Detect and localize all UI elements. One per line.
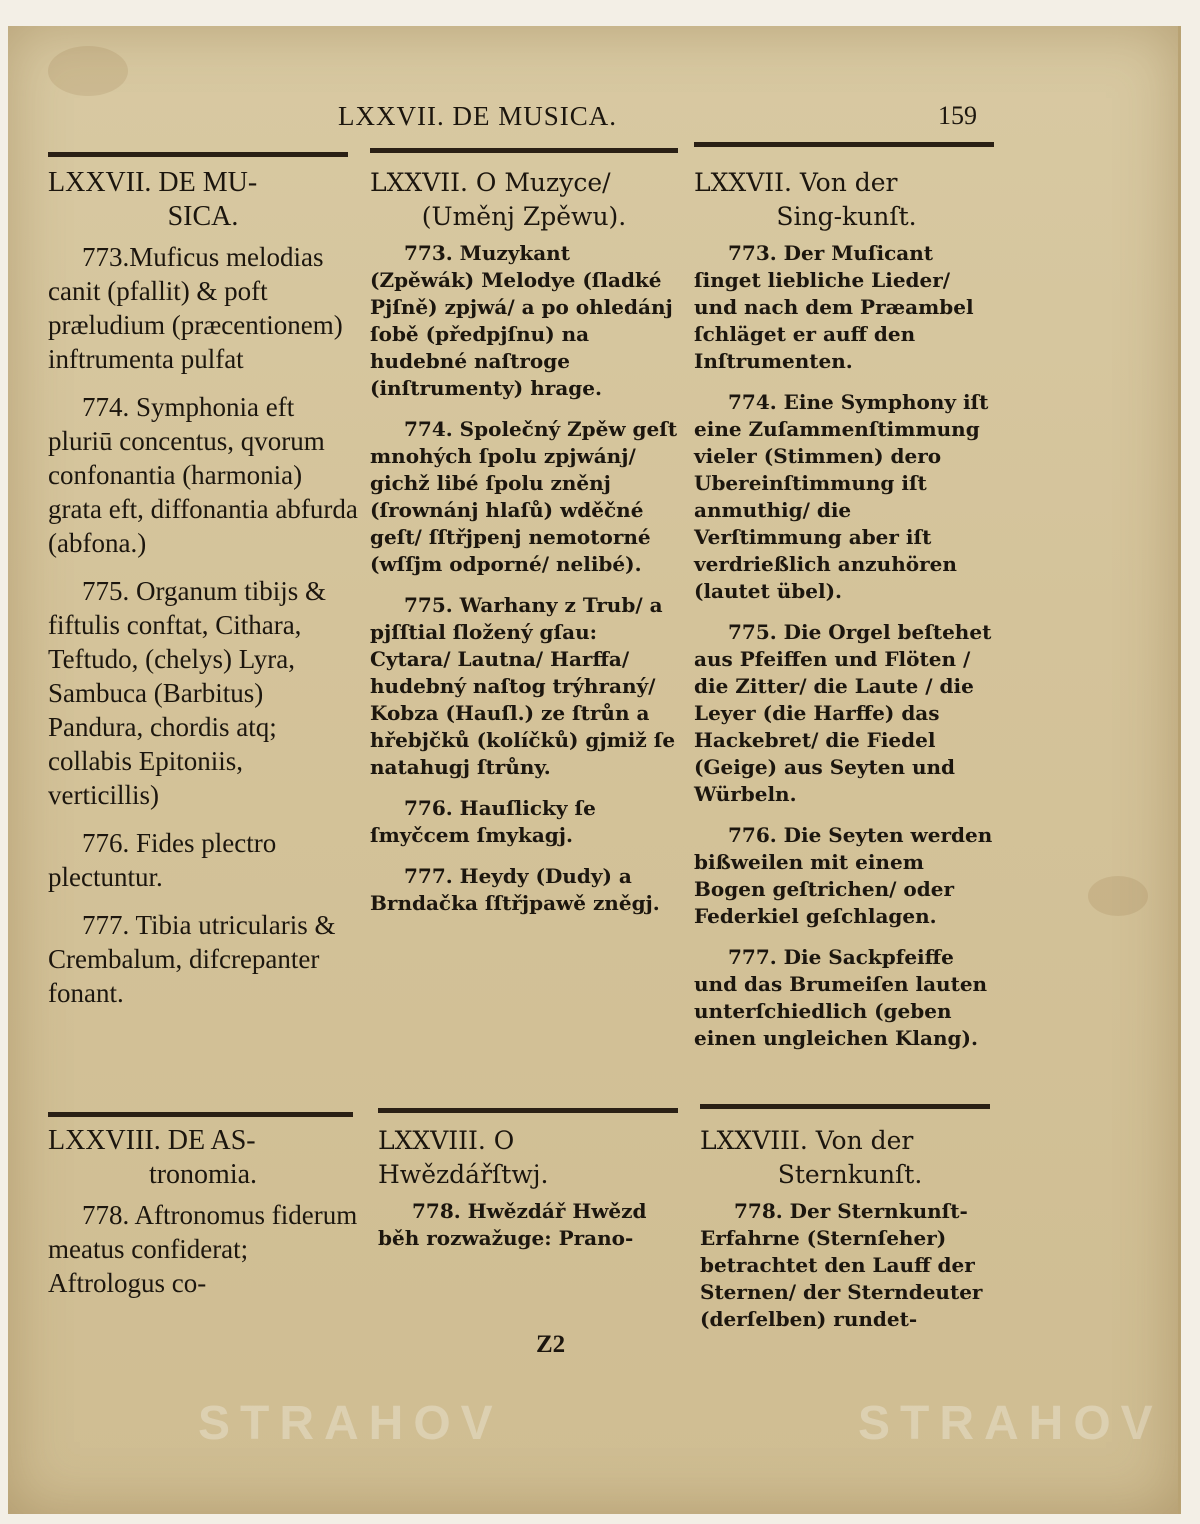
paragraph: 773. Muzykant (Zpěwák) Melodye (ſladké Pjſně) zpjwá/ a po ohledánj ſobě (předpjſnu) na hudebné naſtroge (inſtrumenty) hrage.: [370, 241, 673, 400]
section-heading: [370, 166, 678, 234]
watermark: STRAHOV: [858, 1397, 1163, 1450]
signature-mark: Z2: [536, 1331, 566, 1358]
watermark: STRAHOV: [198, 1397, 503, 1450]
heading-text: LXXVIII. DE AS-: [48, 1125, 256, 1156]
paragraph: 778. Aftronomus fiderum meatus confiderat; Aftrologus co-: [48, 1200, 358, 1298]
section-rule: [378, 1108, 678, 1113]
column-rule: [370, 148, 678, 153]
page-number: 159: [938, 101, 977, 130]
heading-text: LXXVIII. Von der: [700, 1126, 914, 1155]
paragraph: 778. Der Sternkunſt-Erfahrne (Sternſeher) betrachtet den Lauff der Sternen/ der Sterndeuter (derſelben) rundet-: [700, 1199, 983, 1331]
heading-text: LXXVII. Von der: [694, 168, 898, 197]
czech-column-2: [378, 1124, 678, 1266]
section-heading: [700, 1124, 1000, 1192]
german-column: [694, 166, 999, 1066]
section-rule: [700, 1104, 990, 1109]
paragraph: 774. Eine Symphony iſt eine Zuſammenſtimmung vieler (Stimmen) dero Ubereinſtimmung iſt anmuthig/ die Verſtimmung aber iſt verdrießlich anzuhören (lautet übel).: [694, 390, 989, 603]
paragraph: 777. Heydy (Dudy) a Brndačka ſſtřjpawě zněgj.: [370, 864, 660, 915]
section-rule: [48, 1112, 353, 1117]
paper-stain: [1088, 876, 1148, 916]
running-header: LXXVII. DE MUSICA.: [338, 101, 617, 131]
german-column-2: [700, 1124, 1000, 1347]
heading-text: Sing-kunſt.: [776, 202, 917, 231]
paper-stain: [48, 46, 128, 96]
section-heading: LXXVIII. O Hwězdářſtwj.: [378, 1126, 549, 1189]
section-heading: [48, 166, 358, 234]
paragraph: 775. Die Orgel beſtehet aus Pfeiffen und Flöten / die Zitter/ die Laute / die Leyer (die Harffe) das Hackebret/ die Fiedel (Geige) aus Seyten und Würbeln.: [694, 620, 992, 806]
paragraph: 775. Warhany z Trub/ a pjſſtial ſložený gſau: Cytara/ Lautna/ Harffa/ hudebný naſtog trýhraný/ Kobza (Hauſl.) ze ſtrůn a hřebjčků (kolíčků) gjmiž ſe natahugj ſtrůny.: [370, 593, 676, 779]
paragraph: 774. Společný Zpěw geſt mnohých ſpolu zpjwánj/ gichž libé ſpolu zněnj (ſrownánj hlaſů) wděčné geſt/ ſſtřjpenj nemotorné (wſſjm odporné/ nelibé).: [370, 417, 678, 576]
czech-column: [370, 166, 678, 931]
paragraph: 774. Symphonia eft pluriū concentus, qvorum confonantia (harmonia) grata eft, diffonantia abfurda (abfona.): [48, 392, 358, 558]
paragraph: 773.Muficus melodias canit (pfallit) & poft præludium (præcentionem) inftrumenta pulfat: [48, 242, 343, 374]
column-rule: [694, 142, 994, 147]
column-rule: [48, 152, 348, 157]
section-heading: [694, 166, 999, 234]
paragraph: 778. Hwězdář Hwězd běh rozwažuge: Prano-: [378, 1199, 647, 1250]
heading-text: tronomia.: [148, 1159, 258, 1190]
section-heading: [48, 1124, 358, 1192]
paragraph: 775. Organum tibijs & fiftulis conftat, Cithara, Teftudo, (chelys) Lyra, Sambuca (Barbitus) Pandura, chordis atq; collabis Epitoniis, verticillis): [48, 576, 327, 810]
book-page: [8, 26, 1181, 1514]
paragraph: 773. Der Muſicant ſinget liebliche Lieder/ und nach dem Præambel ſchläget er auff den Inſtrumenten.: [694, 241, 974, 373]
heading-text: LXXVII. DE MU-: [48, 167, 258, 198]
paragraph: 777. Die Sackpfeiffe und das Brumeiſen lauten unterſchiedlich (geben einen ungleichen Klang).: [694, 945, 988, 1050]
heading-text: (Uměnj Zpěwu).: [421, 202, 627, 231]
paragraph: 776. Hauſlicky ſe ſmyčcem ſmykagj.: [370, 796, 596, 847]
heading-text: Sternkunſt.: [777, 1160, 923, 1189]
paragraph: 776. Fides plectro plectuntur.: [48, 828, 277, 892]
latin-column-2: [48, 1124, 358, 1314]
latin-column: [48, 166, 358, 1024]
heading-text: LXXVII. O Muzyce/: [370, 168, 611, 197]
paragraph: 777. Tibia utricularis & Crembalum, difcrepanter fonant.: [48, 910, 336, 1008]
paragraph: 776. Die Seyten werden bißweilen mit einem Bogen geſtrichen/ oder Federkiel geſchlagen.: [694, 823, 993, 928]
heading-text: SICA.: [167, 201, 239, 232]
